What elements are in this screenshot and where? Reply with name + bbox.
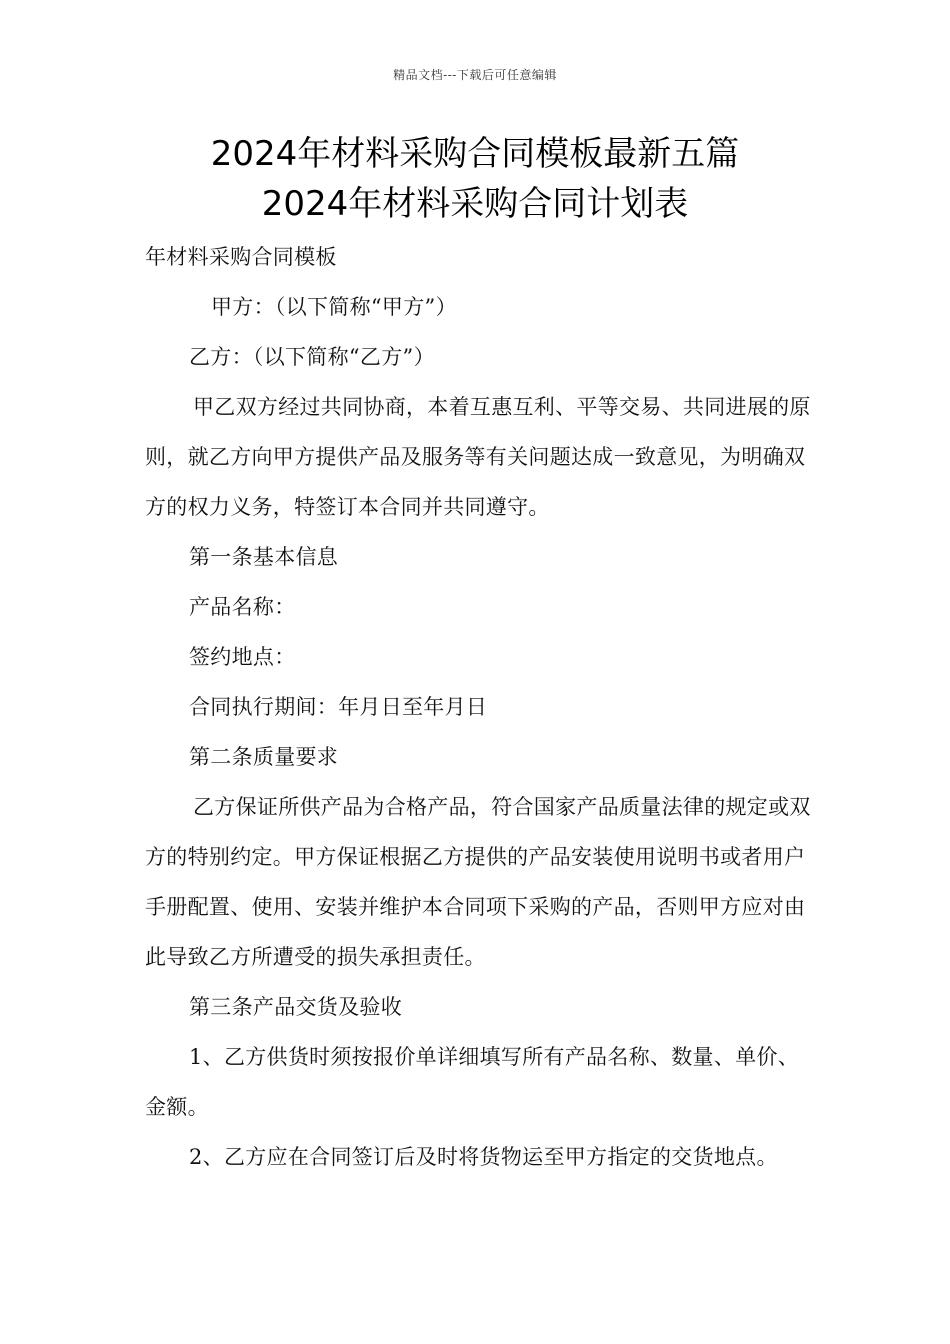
sign-place-field: 签约地点： <box>189 645 296 669</box>
section-subtitle: 年材料采购合同模板 <box>145 245 337 269</box>
document-title-line-1: 2024年材料采购合同模板最新五篇 <box>210 134 740 174</box>
party-a-line: 甲方：（以下简称“甲方”） <box>211 295 457 319</box>
article-1-title: 第一条基本信息 <box>189 545 339 569</box>
document-title-line-2: 2024年材料采购合同计划表 <box>261 184 689 224</box>
intro-paragraph: 甲乙双方经过共同协商，本着互惠互利、平等交易、共同进展的原则，就乙方向甲方提供产品及服务等有关问题达成一致意见，为明确双方的权力义务，特签订本合同并共同遵守。 <box>145 395 811 519</box>
article-2-paragraph: 乙方保证所供产品为合格产品，符合国家产品质量法律的规定或双方的特别约定。甲方保证根据乙方提供的产品安装使用说明书或者用户手册配置、使用、安装并维护本合同项下采购的产品，否则甲方应对由此导致乙方所遭受的损失承担责任。 <box>145 795 811 969</box>
article-2-title: 第二条质量要求 <box>189 745 339 769</box>
list-item: 2、乙方应在合同签订后及时将货物运至甲方指定的交货地点。 <box>189 1145 778 1169</box>
product-name-field: 产品名称： <box>189 595 296 619</box>
document-body <box>145 232 813 1182</box>
list-item: 1、乙方供货时须按报价单详细填写所有产品名称、数量、单价、金额。 <box>145 1045 800 1119</box>
party-b-line: 乙方：（以下简称“乙方”） <box>189 345 435 369</box>
contract-period-field: 合同执行期间：年月日至年月日 <box>189 695 488 719</box>
article-3-title: 第三条产品交货及验收 <box>189 995 402 1019</box>
header-note: 精品文档---下载后可任意编辑 <box>393 68 557 82</box>
